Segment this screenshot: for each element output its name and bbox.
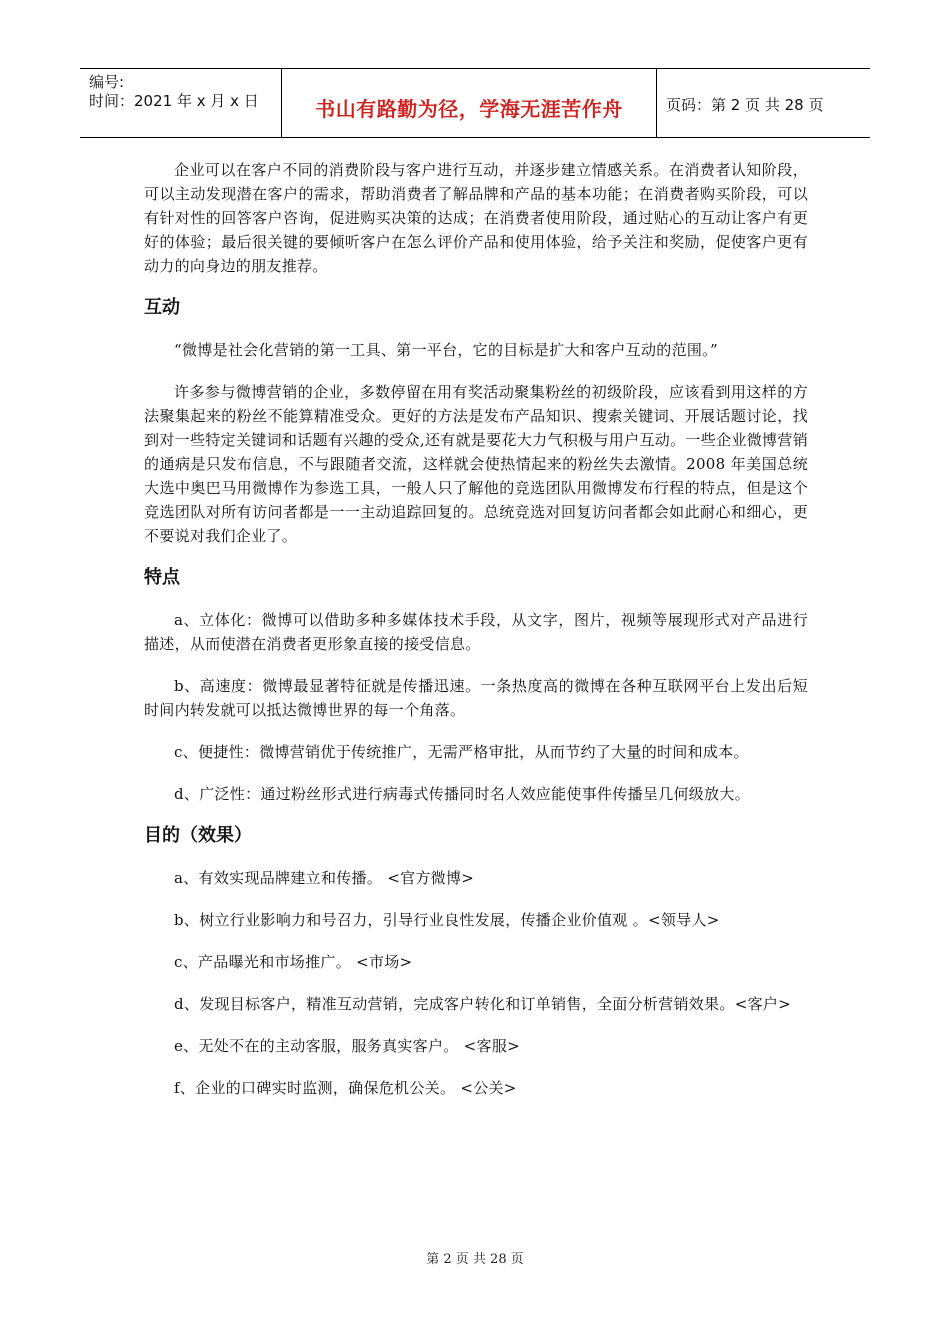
quote-paragraph: “微博是社会化营销的第一工具、第一平台，它的目标是扩大和客户互动的范围。”: [174, 341, 718, 359]
goal-item: d、发现目标客户，精准互动营销，完成客户转化和订单销售，全面分析营销效果。<客户>: [174, 995, 792, 1013]
document-number-label: 编号:: [89, 73, 125, 91]
page-footer: 第 2 页 共 28 页: [426, 1252, 524, 1267]
header-page-info: 页码：第 2 页 共 28 页: [666, 96, 824, 114]
header-left-cell: [80, 69, 282, 137]
goal-item: b、树立行业影响力和号召力，引导行业良性发展，传播企业价值观 。<领导人>: [174, 911, 720, 929]
feature-item: d、广泛性：通过粉丝形式进行病毒式传播同时名人效应能使事件传播呈几何级放大。: [174, 785, 751, 803]
header-right-cell: [657, 69, 870, 137]
feature-item: b、高速度：微博最显著特征就是传播迅速。一条热度高的微博在各种互联网平台上发出后短时间内转发就可以抵达微博世界的每一个角落。: [144, 677, 808, 719]
intro-paragraph: 企业可以在客户不同的消费阶段与客户进行互动，并逐步建立情感关系。在消费者认知阶段，可以主动发现潜在客户的需求，帮助消费者了解品牌和产品的基本功能；在消费者购买阶段，可以有针对性的回答客户咨询，促进购买决策的达成；在消费者使用阶段，通过贴心的互动让客户有更好的体验；最后很关键的要倾听客户在怎么评价产品和使用体验，给予关注和奖励，促使客户更有动力的向身边的朋友推荐。: [144, 161, 808, 275]
goal-item: e、无处不在的主动客服，服务真实客户。 <客服>: [174, 1037, 520, 1055]
goal-item: f、企业的口碑实时监测，确保危机公关。 <公关>: [174, 1079, 517, 1097]
feature-item: a、立体化：微博可以借助多种多媒体技术手段，从文字，图片，视频等展现形式对产品进行描述，从而使潜在消费者更形象直接的接受信息。: [144, 611, 808, 653]
goal-item: a、有效实现品牌建立和传播。 <官方微博>: [174, 869, 475, 887]
document-time-label: 时间：2021 年 x 月 x 日: [89, 92, 259, 110]
document-header: [80, 68, 870, 138]
section-heading-interaction: 互动: [144, 297, 180, 318]
feature-item: c、便捷性：微博营销优于传统推广，无需严格审批，从而节约了大量的时间和成本。: [174, 743, 749, 761]
interaction-paragraph: 许多参与微博营销的企业，多数停留在用有奖活动聚集粉丝的初级阶段，应该看到用这样的方法聚集起来的粉丝不能算精准受众。更好的方法是发布产品知识、搜索关键词、开展话题讨论，找到对一些特定关键词和话题有兴趣的受众,还有就是要花大力气积极与用户互动。一些企业微博营销的通病是只发布信息，不与跟随者交流，这样就会使热情起来的粉丝失去激情。2008 年美国总统大选中奥巴马用微博作为参选工具，一般人只了解他的竞选团队用微博发布行程的特点，但是这个竞选团队对所有访问者都是一一主动追踪回复的。总统竞选对回复访问者都会如此耐心和细心，更不要说对我们企业了。: [144, 383, 808, 545]
section-heading-features: 特点: [144, 567, 180, 588]
header-middle-cell: [282, 69, 657, 137]
header-motto: 书山有路勤为径，学海无涯苦作舟: [315, 97, 623, 121]
document-body: [144, 158, 808, 1118]
section-heading-goals: 目的（效果）: [144, 825, 252, 846]
goal-item: c、产品曝光和市场推广。 <市场>: [174, 953, 413, 971]
